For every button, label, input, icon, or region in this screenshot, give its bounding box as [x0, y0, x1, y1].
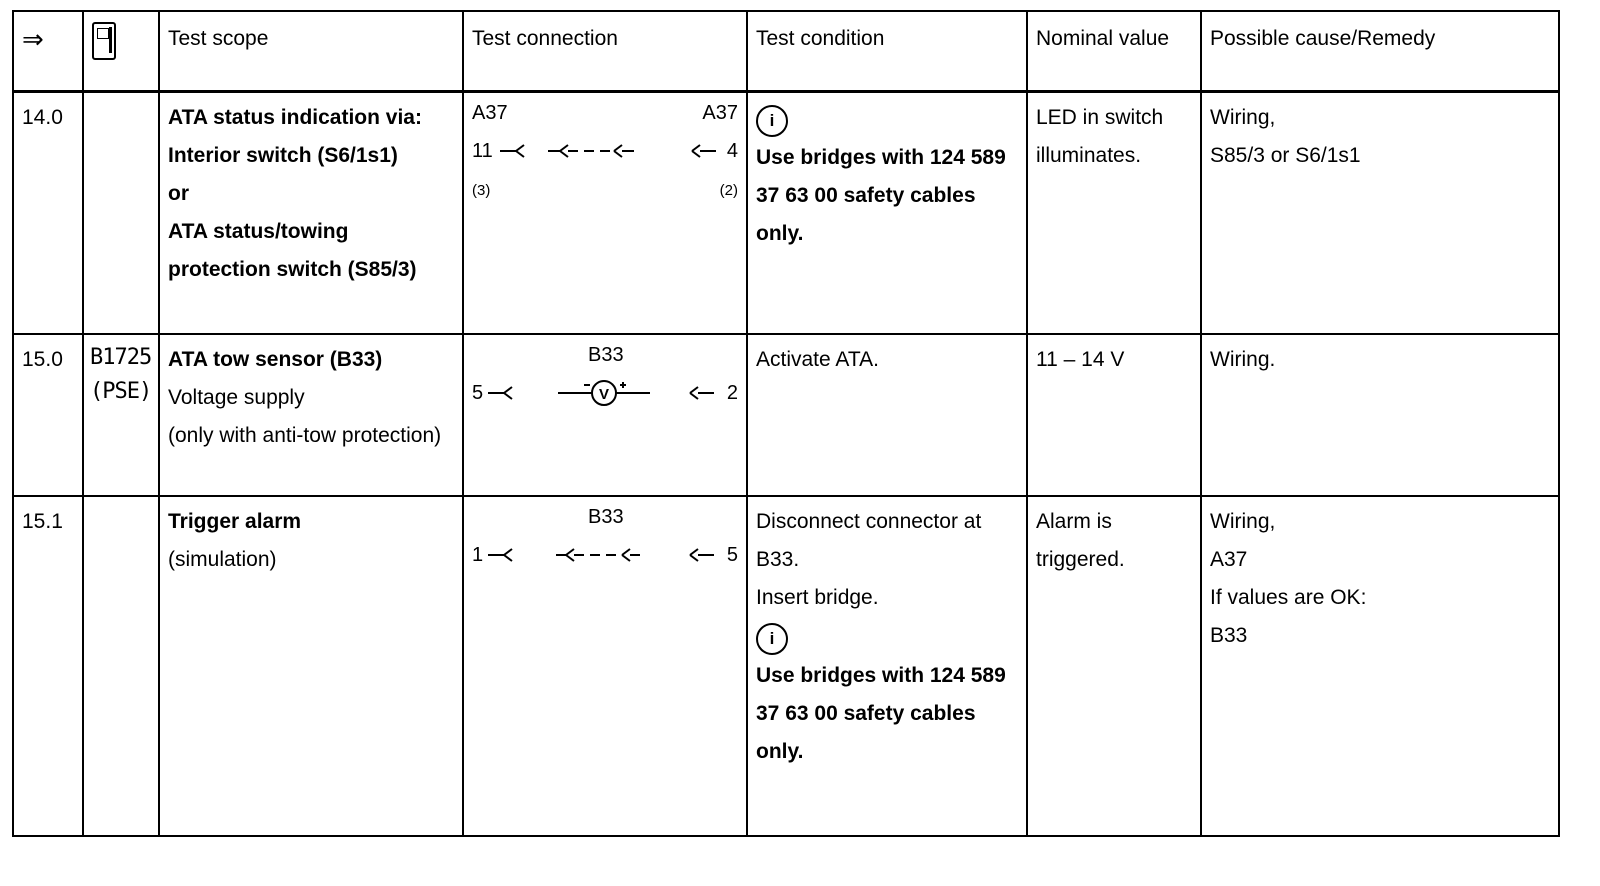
- nominal-line: Alarm is: [1036, 510, 1112, 533]
- header-tester: [83, 11, 159, 92]
- fault-code-module: (PSE): [90, 379, 152, 404]
- connection-right-pin: 4: [726, 140, 738, 162]
- scope-line: Interior switch (S6/1s1): [168, 144, 398, 167]
- nominal-line: LED in switch: [1036, 106, 1164, 129]
- condition-cell: [747, 92, 1027, 335]
- nominal-line: illuminates.: [1036, 144, 1142, 167]
- tester-icon: [92, 22, 116, 60]
- cause-cell: [1201, 496, 1559, 836]
- info-icon: i: [756, 623, 788, 655]
- test-table: [12, 10, 1560, 837]
- connection-diagram: [464, 335, 746, 495]
- connection-left-pin: 1: [472, 544, 484, 566]
- cause-line: If values are OK:: [1210, 586, 1367, 609]
- cause-cell: [1201, 92, 1559, 335]
- cause-line: A37: [1210, 548, 1248, 571]
- connection-center-label: B33: [588, 344, 624, 366]
- step-cell: [13, 334, 83, 496]
- connection-right-label: A37: [702, 102, 738, 124]
- cause-line: Wiring,: [1210, 106, 1276, 129]
- meter-symbol-letter: V: [598, 386, 610, 403]
- connection-diagram: [464, 93, 746, 333]
- header-nominal-value: Nominal value: [1027, 11, 1201, 92]
- header-test-connection: Test connection: [463, 11, 747, 92]
- header-arrow: [13, 11, 83, 92]
- voltmeter-symbol: [464, 335, 747, 425]
- condition-cell: [747, 496, 1027, 836]
- table-header-row: [13, 11, 1559, 92]
- condition-line: 37 63 00 safety cables: [756, 184, 976, 207]
- connection-cell: [463, 496, 747, 836]
- condition-line: 37 63 00 safety cables: [756, 702, 976, 725]
- scope-cell: [159, 92, 463, 335]
- cause-line: B33: [1210, 624, 1248, 647]
- nominal-cell: [1027, 92, 1201, 335]
- connection-diagram: [464, 497, 746, 835]
- bridge-cable-symbol: [464, 497, 747, 587]
- connection-right-sub: (2): [719, 182, 738, 199]
- scope-title: Trigger alarm: [168, 510, 302, 533]
- scope-title: ATA tow sensor (B33): [168, 348, 383, 371]
- step-number: 14.0: [22, 106, 63, 129]
- header-possible-cause: Possible cause/Remedy: [1201, 11, 1559, 92]
- bridge-cable-symbol: [464, 93, 747, 213]
- step-cell: [13, 92, 83, 335]
- scope-line: (only with anti-tow protection): [168, 424, 442, 447]
- scope-line: or: [168, 182, 189, 205]
- scope-line: ATA status/towing: [168, 220, 349, 243]
- connection-cell: [463, 92, 747, 335]
- condition-line: Disconnect connector at: [756, 510, 982, 533]
- connection-left-sub: (3): [472, 182, 491, 199]
- connection-left-label: A37: [472, 102, 508, 124]
- connection-center-label: B33: [588, 506, 624, 528]
- nominal-line: 11 – 14 V: [1036, 348, 1125, 371]
- step-number: 15.0: [22, 348, 63, 371]
- scope-line: ATA status indication via:: [168, 106, 422, 129]
- nominal-line: triggered.: [1036, 548, 1125, 571]
- code-cell: [83, 334, 159, 496]
- nominal-cell: [1027, 496, 1201, 836]
- scope-line: Voltage supply: [168, 386, 305, 409]
- step-cell: [13, 496, 83, 836]
- step-number: 15.1: [22, 510, 63, 533]
- condition-line: Insert bridge.: [756, 586, 879, 609]
- table-row: [13, 334, 1559, 496]
- scope-line: protection switch (S85/3): [168, 258, 417, 281]
- condition-line: Use bridges with 124 589: [756, 664, 1006, 687]
- condition-line: Activate ATA.: [756, 348, 879, 371]
- header-test-condition: Test condition: [747, 11, 1027, 92]
- cause-line: S85/3 or S6/1s1: [1210, 144, 1361, 167]
- header-test-scope: Test scope: [159, 11, 463, 92]
- condition-line: Use bridges with 124 589: [756, 146, 1006, 169]
- cause-line: Wiring.: [1210, 348, 1276, 371]
- scope-line: (simulation): [168, 548, 277, 571]
- test-table-sheet: [12, 10, 1592, 876]
- cause-cell: [1201, 334, 1559, 496]
- condition-cell: [747, 334, 1027, 496]
- nominal-cell: [1027, 334, 1201, 496]
- table-row: [13, 496, 1559, 836]
- scope-cell: [159, 334, 463, 496]
- connection-left-pin: 5: [472, 382, 484, 404]
- cause-line: Wiring,: [1210, 510, 1276, 533]
- fault-code: B1725: [90, 345, 152, 370]
- info-icon: i: [756, 105, 788, 137]
- connection-right-pin: 2: [726, 382, 738, 404]
- code-cell: [83, 92, 159, 335]
- code-cell: [83, 496, 159, 836]
- connection-right-pin: 5: [726, 544, 738, 566]
- table-row: [13, 92, 1559, 335]
- connection-left-pin: 11: [472, 140, 493, 162]
- condition-line: only.: [756, 740, 804, 763]
- scope-cell: [159, 496, 463, 836]
- arrow-icon: ⇒: [22, 24, 44, 54]
- connection-cell: [463, 334, 747, 496]
- condition-line: B33.: [756, 548, 800, 571]
- condition-line: only.: [756, 222, 804, 245]
